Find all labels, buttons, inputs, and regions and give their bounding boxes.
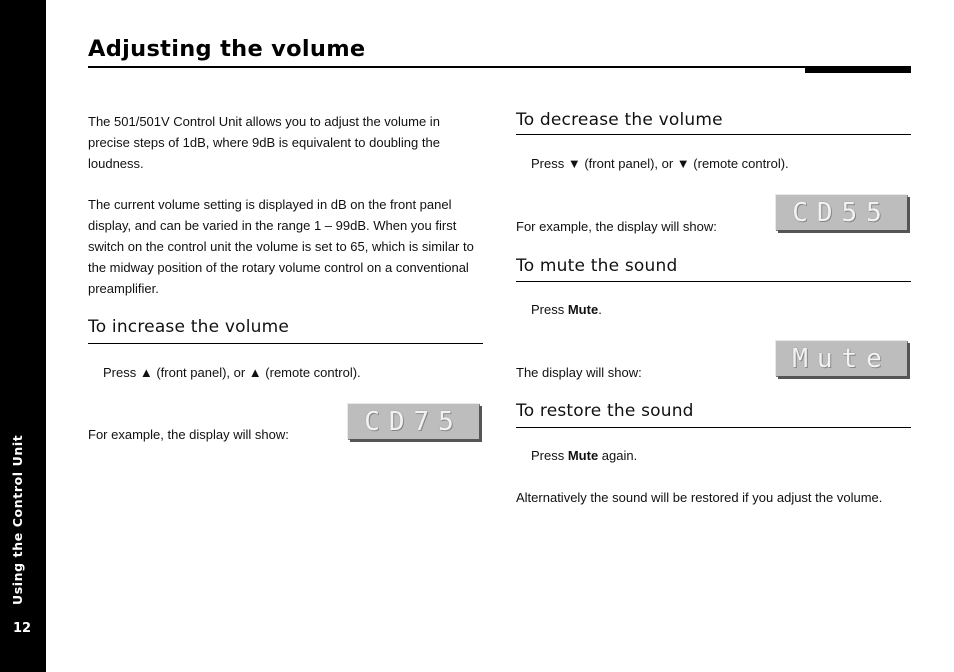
lcd-display-increase: CD75	[347, 403, 479, 439]
intro-paragraph-2: The current volume setting is displayed in dB on the front panel display, and can be varied in the range 1 – 99dB. When you first switch on the control unit the volume is set to 65, which is similar to the midway position of the rotary volume control on a conventional preamplifier.	[88, 197, 474, 296]
decrease-instruction: Press ▼ (front panel), or ▼ (remote control).	[531, 156, 789, 171]
heading-rule	[88, 343, 483, 344]
mute-key: Mute	[567, 448, 599, 463]
title-rule	[88, 66, 911, 68]
lcd-display-decrease: CD55	[775, 194, 907, 230]
heading-rule	[516, 427, 911, 428]
heading-increase: To increase the volume	[88, 317, 290, 337]
mute-key: Mute	[567, 302, 599, 317]
decrease-example-label: For example, the display will show:	[516, 219, 717, 234]
mute-instruction: Press Mute.	[531, 302, 602, 317]
intro-paragraph-1: The 501/501V Control Unit allows you to adjust the volume in precise steps of 1dB, where 9dB is equivalent to doubling the loudness.	[88, 114, 440, 171]
heading-decrease: To decrease the volume	[516, 110, 723, 130]
heading-restore: To restore the sound	[516, 401, 694, 421]
section-label: Using the Control Unit	[10, 434, 25, 605]
lcd-display-mute: Mute	[775, 340, 907, 376]
increase-instruction: Press ▲ (front panel), or ▲ (remote control).	[103, 365, 361, 380]
heading-rule	[516, 281, 911, 282]
page-number: 12	[13, 621, 32, 636]
page-title: Adjusting the volume	[88, 36, 366, 62]
sidebar	[0, 0, 46, 672]
mute-example-label: The display will show:	[516, 365, 642, 380]
title-rule-accent	[805, 66, 911, 73]
restore-note: Alternatively the sound will be restored if you adjust the volume.	[516, 490, 883, 505]
increase-example-label: For example, the display will show:	[88, 427, 289, 442]
heading-mute: To mute the sound	[516, 256, 678, 276]
restore-instruction: Press Mute again.	[531, 448, 638, 463]
heading-rule	[516, 134, 911, 135]
